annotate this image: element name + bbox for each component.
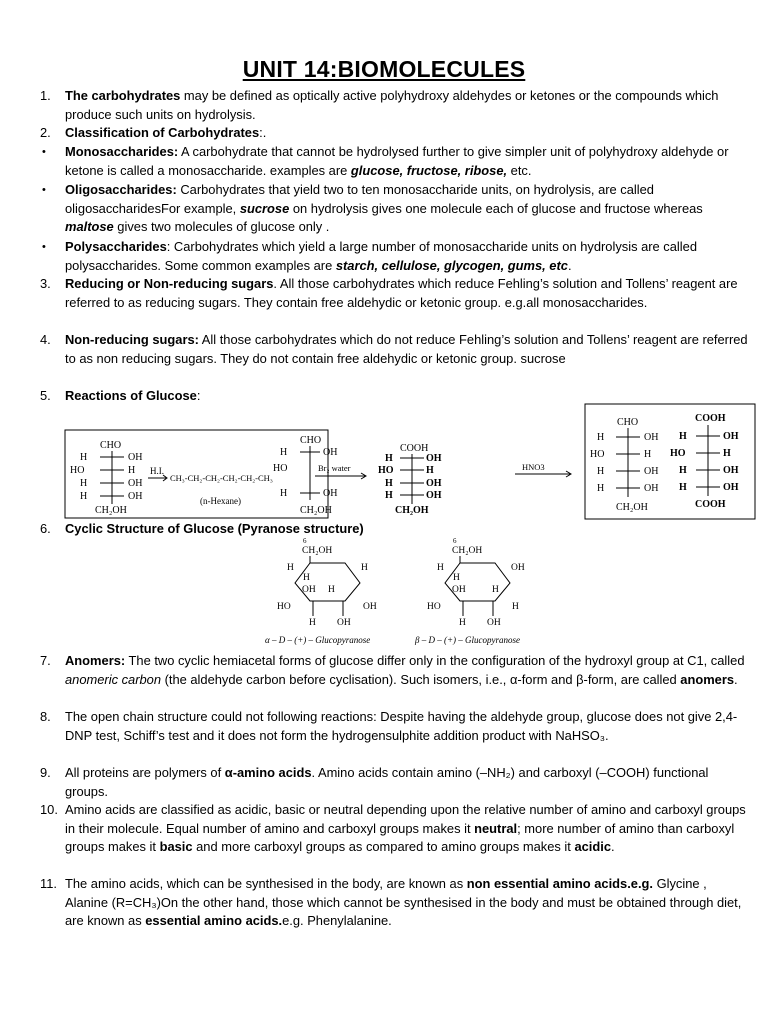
list-item (40, 143, 752, 180)
item-term: anomers (680, 671, 735, 687)
item-text: All those carbohydrates which do not reduce Fehling’s solution and Tollens’ reagent are referred to as non reducing sugars. They do not contain free aldehydic or ketonic group. sucrose (65, 332, 748, 366)
bullet: • (42, 146, 46, 158)
item-term: Cyclic Structure of Glucose (Pyranose structure) (65, 521, 364, 536)
sub-right: OH (128, 491, 143, 502)
item-number: 11. (40, 876, 57, 891)
sub-left: HO (273, 463, 288, 474)
sub-left: H (597, 466, 605, 477)
sub-right: H (723, 448, 731, 459)
sub-label: H (437, 563, 444, 573)
sub-label: H (459, 618, 466, 628)
item-text: . (734, 671, 738, 687)
sub-right: OH (723, 482, 739, 493)
cho-label: CHO (100, 440, 122, 451)
item-number: 9. (40, 765, 51, 780)
item-number: 2. (40, 125, 51, 140)
sub-right: OH (723, 465, 739, 476)
item-term: Oligosaccharides: (65, 182, 177, 197)
sub-label: OH (452, 585, 466, 595)
item-emphasis: anomeric carbon (65, 671, 162, 687)
item-term: Reducing or Non-reducing sugars (65, 276, 274, 291)
sub-left: HO (378, 465, 394, 476)
sub-right: OH (644, 483, 659, 494)
item-term: Non-reducing sugars: (65, 332, 199, 347)
list-item (40, 801, 752, 857)
item-number: 8. (40, 709, 51, 724)
sub-right: OH (323, 447, 338, 458)
item-text: Glycine , Alanine (R=CH₃)On the other hand, those which cannot be synthesised in the body and must be obtained through diet, are known as (65, 876, 742, 928)
sub-right: H (426, 465, 434, 476)
item-term: α-amino acids (224, 765, 312, 780)
sub-right: OH (644, 432, 659, 443)
item-text: Amino acids are classified as acidic, basic or neutral depending upon the relative number of amino and carboxyl groups in their molecule. Equal number of amino and carboxyl groups makes it (65, 802, 746, 836)
sub-left: H (80, 491, 88, 502)
item-term: non essential amino acids.e.g. (466, 876, 654, 891)
pyranose-figure (255, 536, 565, 650)
sub-label: H (361, 563, 368, 573)
sub-left: H (679, 431, 687, 442)
item-emphasis: starch, cellulose, glycogen, gums, etc (335, 257, 568, 273)
item-emphasis: sucrose (239, 200, 290, 216)
ch2oh-label: CH₂OH (452, 546, 483, 556)
sub-label: H (287, 563, 294, 573)
item-text: etc. (507, 162, 532, 178)
item-text: ; more number of amino than carboxyl groups makes it (65, 820, 735, 854)
item-text: The open chain structure could not following reactions: Despite having the aldehyde group, glucose does not give 2,4-DNP test, Schiff’s test and it does not form the hydrogensulphite addition product with NaHSO₃. (65, 709, 738, 743)
sub-label: H (512, 602, 519, 612)
hno3-reagent: HNO3 (522, 462, 545, 472)
sub-right: OH (128, 452, 143, 463)
ch2oh-label: CH₂OH (95, 505, 127, 516)
item-text: Carbohydrates that yield two to ten monosaccharide units, on hydrolysis, are called oligosaccharidesFor example, (65, 182, 654, 216)
sub-left: H (280, 447, 288, 458)
sub-left: H (385, 453, 393, 464)
item-emphasis: glucose, fructose, ribose, (350, 162, 508, 178)
sub-right: H (128, 465, 136, 476)
sub-left: H (597, 432, 605, 443)
item-text: . (567, 257, 572, 273)
item-text: A carbohydrate that cannot be hydrolysed further to give simpler unit of polyhydroxy aldehyde or ketone is called a monosaccharide. examples are (65, 144, 729, 178)
sub-label: H (309, 618, 316, 628)
item-term: acidic (574, 839, 611, 854)
br-reagent: Br₂ water (318, 463, 351, 473)
item-text: . Amino acids contain amino (–NH₂) and carboxyl (–COOH) functional groups. (65, 765, 709, 799)
item-number: 7. (40, 653, 51, 668)
list-item (40, 331, 752, 368)
reaction-box-right (585, 404, 755, 519)
list-item (40, 764, 752, 801)
list-item (40, 238, 752, 275)
list-item (40, 124, 752, 143)
sub-right: OH (426, 453, 442, 464)
item-term: basic (159, 839, 193, 854)
item-term: The carbohydrates (65, 88, 181, 103)
sub-label: OH (511, 563, 525, 573)
sub-right: OH (426, 478, 442, 489)
item-text: : Carbohydrates which yield a large number of monosaccharide units on hydrolysis are called polysaccharides. Some common examples are (65, 239, 697, 273)
sub-left: H (679, 482, 687, 493)
cho-label: CHO (300, 435, 322, 446)
sub-label: OH (337, 618, 351, 628)
sub-right: OH (128, 478, 143, 489)
item-text: The two cyclic hemiacetal forms of glucose differ only in the configuration of the hydroxyl group at C1, called (125, 653, 745, 668)
item-number: 3. (40, 276, 51, 291)
page-title: UNIT 14:BIOMOLECULES (242, 56, 526, 82)
item-text: : (196, 388, 201, 403)
item-number: 10. (40, 802, 58, 817)
sub-right: OH (323, 488, 338, 499)
sub-label: H (303, 573, 310, 583)
list-item (40, 652, 752, 689)
bullet: • (42, 241, 46, 253)
carbon-number: 6 (303, 537, 307, 545)
cooh-label: COOH (400, 443, 429, 454)
item-text: gives two molecules of glucose only . (113, 219, 330, 234)
hi-reagent: H.I. (150, 466, 164, 476)
item-text: All proteins are polymers of (65, 765, 225, 780)
sub-left: HO (670, 448, 686, 459)
item-text: . All those carbohydrates which reduce Fehling’s solution and Tollens’ reagent are referred to as reducing sugars. They contain free aldehydic or ketonic group. e.g.all monosaccharides. (65, 276, 738, 310)
item-number: 4. (40, 332, 51, 347)
item-term: Classification of Carbohydrates (65, 125, 260, 140)
sub-label: OH (363, 602, 377, 612)
item-term: Anomers: (65, 653, 126, 668)
list-item (40, 708, 752, 745)
item-text: The amino acids, which can be synthesised in the body, are known as (65, 876, 467, 891)
item-text: . (611, 839, 615, 854)
ch2oh-label: CH₂OH (300, 505, 332, 516)
alpha-label: α – D – (+) – Glucopyranose (265, 635, 371, 645)
sub-left: H (80, 478, 88, 489)
item-emphasis: maltose (65, 219, 114, 234)
sub-label: HO (277, 602, 291, 612)
sub-left: HO (70, 465, 85, 476)
sub-right: H (644, 449, 652, 460)
list-item (40, 275, 752, 312)
hexane-formula: CH₃-CH₂-CH₂-CH₂-CH₂-CH₃ (170, 473, 273, 483)
sub-left: H (80, 452, 88, 463)
item-text: and more carboxyl groups as compared to amino groups makes it (192, 839, 575, 854)
sub-right: OH (426, 490, 442, 501)
sub-right: OH (723, 431, 739, 442)
sub-left: HO (590, 449, 605, 460)
sub-label: H (492, 585, 499, 595)
sub-label: OH (302, 585, 316, 595)
sub-label: OH (487, 618, 501, 628)
sub-left: H (679, 465, 687, 476)
list-item (40, 87, 752, 124)
item-text: on hydrolysis gives one molecule each of glucose and fructose whereas (289, 200, 703, 216)
cho-label: CHO (617, 417, 639, 428)
cooh-label: COOH (695, 499, 726, 510)
item-text: (the aldehyde carbon before cyclisation). Such isomers, i.e., α-form and β-form, are called (161, 671, 681, 687)
glucose-reactions-figure (60, 400, 760, 522)
cooh-label: COOH (695, 413, 726, 424)
beta-label: β – D – (+) – Glucopyranose (415, 635, 521, 645)
item-number: 6. (40, 521, 51, 536)
item-number: 1. (40, 88, 51, 103)
sub-left: H (597, 483, 605, 494)
item-term: neutral (474, 820, 518, 836)
ch2oh-label: CH₂OH (395, 505, 429, 516)
ch2oh-label: CH₂OH (616, 502, 648, 513)
item-term: Monosaccharides: (65, 144, 179, 159)
item-number: 5. (40, 388, 51, 403)
sub-label: H (328, 585, 335, 595)
item-text: e.g. Phenylalanine. (282, 913, 392, 928)
sub-label: H (453, 573, 460, 583)
sub-left: H (385, 490, 393, 501)
item-text: :. (259, 125, 267, 140)
item-term: Polysaccharides (65, 239, 167, 254)
sub-left: H (385, 478, 393, 489)
sub-right: OH (644, 466, 659, 477)
list-item (40, 181, 752, 237)
sub-left: H (280, 488, 288, 499)
hexane-name: (n-Hexane) (200, 496, 241, 506)
item-term: essential amino acids. (145, 913, 283, 928)
carbon-number: 6 (453, 537, 457, 545)
sub-label: HO (427, 602, 441, 612)
ch2oh-label: CH₂OH (302, 546, 333, 556)
list-item (40, 875, 752, 931)
item-term: Reactions of Glucose (65, 388, 197, 403)
item-text: may be defined as optically active polyhydroxy aldehydes or ketones or the compounds which produce such units on hydrolysis. (65, 88, 719, 122)
bullet: • (42, 184, 46, 196)
